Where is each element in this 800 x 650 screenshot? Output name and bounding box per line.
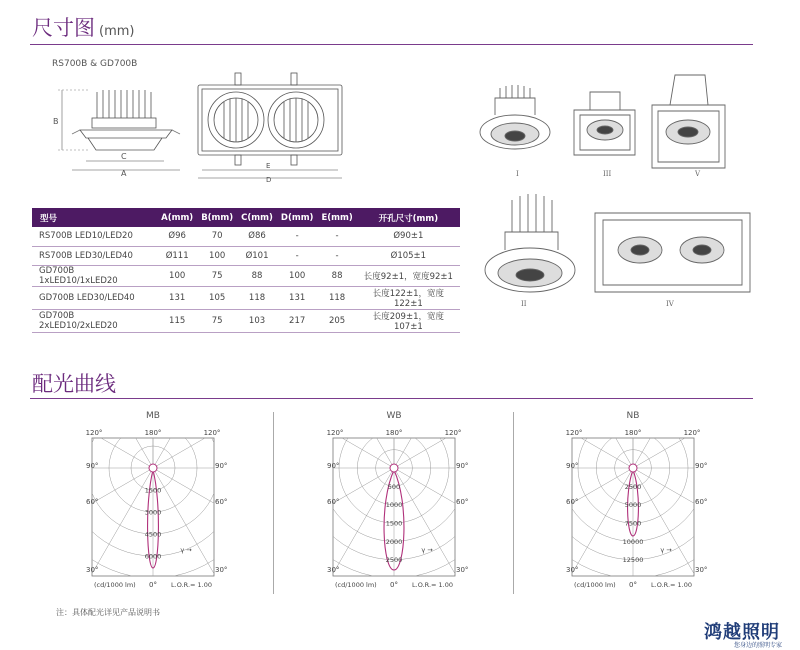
polar-spoke	[394, 468, 477, 611]
table-cell: 100	[277, 266, 318, 287]
angle-label: 30°	[456, 566, 469, 574]
unit-label: (cd/1000 lm)	[335, 581, 377, 589]
table-row	[32, 266, 460, 287]
gamma-label: γ →	[660, 546, 672, 554]
col-header: E(mm)	[317, 208, 356, 227]
table-cell: 105	[197, 287, 237, 310]
angle-label: 60°	[695, 498, 708, 506]
table-cell: GD700B LED30/LED40	[32, 287, 157, 310]
table-cell: GD700B 2xLED10/2xLED20	[32, 310, 157, 333]
angle-label: 90°	[566, 462, 579, 470]
table-cell: 75	[197, 266, 237, 287]
angle-label: 120°	[565, 429, 583, 437]
polar-origin	[629, 464, 637, 472]
angle-label: 60°	[86, 498, 99, 506]
angle-label: 60°	[327, 498, 340, 506]
unit-label: (cd/1000 lm)	[94, 581, 136, 589]
angle-label: 0°	[629, 581, 637, 589]
col-header: B(mm)	[197, 208, 237, 227]
dim-label-e: E	[266, 162, 271, 170]
table-cell: Ø101	[237, 246, 277, 266]
polar-spoke	[312, 325, 395, 468]
lor-label: L.O.R.= 1.00	[171, 581, 212, 589]
ring-label: 3000	[144, 508, 162, 517]
polar-origin	[390, 464, 398, 472]
polar-spoke	[71, 468, 154, 611]
polar-diagram-mb	[84, 424, 228, 592]
table-cell: 115	[157, 310, 197, 333]
table-cell: 长度122±1，宽度122±1	[357, 287, 460, 310]
table-cell: -	[317, 246, 356, 266]
table-cell: 205	[317, 310, 356, 333]
ring-label: 10000	[622, 537, 644, 546]
ring-label: 12500	[622, 556, 644, 565]
section-divider	[30, 44, 753, 45]
angle-label: 90°	[215, 462, 228, 470]
angle-label: 30°	[566, 566, 579, 574]
table-cell: -	[317, 227, 356, 246]
gamma-label: γ →	[421, 546, 433, 554]
section-title-dimensions	[32, 12, 134, 42]
dim-label-d: D	[266, 176, 272, 184]
polar-name-mb: MB	[146, 411, 160, 421]
section-divider	[30, 398, 753, 399]
table-cell: -	[277, 227, 318, 246]
ring-label: 6000	[144, 552, 162, 561]
lor-label: L.O.R.= 1.00	[651, 581, 692, 589]
ring-label: 7500	[624, 519, 642, 528]
table-cell: 70	[197, 227, 237, 246]
table-cell: -	[277, 246, 318, 266]
top-view-drawing	[190, 70, 350, 185]
product-label-2: II	[521, 300, 527, 308]
spec-table	[32, 208, 460, 333]
polar-grid	[0, 303, 318, 633]
product-label-3: III	[603, 170, 612, 178]
table-cell: Ø96	[157, 227, 197, 246]
footnote: 注：具体配光详见产品说明书	[56, 608, 160, 617]
model-label: RS700B & GD700B	[52, 59, 138, 69]
angle-label: 90°	[327, 462, 340, 470]
gamma-label: γ →	[180, 546, 192, 554]
angle-label: 90°	[86, 462, 99, 470]
ring-label: 5000	[624, 501, 642, 510]
polar-spoke	[153, 468, 236, 611]
table-cell: 100	[157, 266, 197, 287]
brand-slogan: 您身边的照明专家	[734, 642, 783, 649]
section-title-unit: (mm)	[99, 24, 135, 39]
table-cell: 118	[237, 287, 277, 310]
table-cell: RS700B LED10/LED20	[32, 227, 157, 246]
table-cell: 88	[317, 266, 356, 287]
table-cell: 103	[237, 310, 277, 333]
dim-label-c: C	[121, 152, 127, 161]
table-cell: Ø86	[237, 227, 277, 246]
angle-label: 120°	[444, 429, 462, 437]
table-cell: 131	[157, 287, 197, 310]
col-header: C(mm)	[237, 208, 277, 227]
ring-label: 2500	[624, 482, 642, 491]
ring-label: 1500	[144, 486, 162, 495]
polar-spoke	[10, 468, 153, 551]
angle-label: 120°	[683, 429, 701, 437]
ring-label: 1000	[385, 501, 403, 510]
table-cell: 118	[317, 287, 356, 310]
angle-label: 60°	[566, 498, 579, 506]
col-header: 开孔尺寸(mm)	[357, 208, 460, 227]
table-cell: 长度92±1，宽度92±1	[357, 266, 460, 287]
product-label-4: IV	[666, 300, 674, 308]
angle-label: 90°	[695, 462, 708, 470]
angle-label: 30°	[86, 566, 99, 574]
angle-label: 0°	[390, 581, 398, 589]
table-cell: Ø111	[157, 246, 197, 266]
angle-label: 0°	[149, 581, 157, 589]
polar-spoke	[551, 325, 634, 468]
angle-label: 90°	[456, 462, 469, 470]
polar-diagram-wb	[325, 424, 469, 592]
polar-spoke	[153, 468, 296, 551]
col-header: D(mm)	[277, 208, 318, 227]
column-divider	[513, 412, 514, 594]
angle-label: 120°	[203, 429, 221, 437]
column-divider	[273, 412, 274, 594]
table-cell: GD700B 1xLED10/1xLED20	[32, 266, 157, 287]
table-cell: RS700B LED30/LED40	[32, 246, 157, 266]
section-title-light-distribution: 配光曲线	[32, 372, 116, 396]
polar-spoke	[633, 468, 716, 611]
table-cell: 88	[237, 266, 277, 287]
lor-label: L.O.R.= 1.00	[412, 581, 453, 589]
polar-spoke	[633, 325, 716, 468]
ring-label: 2500	[385, 556, 403, 565]
table-cell: Ø90±1	[357, 227, 460, 246]
polar-spoke	[394, 325, 477, 468]
dim-label-a: A	[121, 169, 127, 178]
polar-spoke	[312, 468, 395, 611]
table-cell: 100	[197, 246, 237, 266]
polar-name-wb: WB	[386, 411, 402, 421]
table-row	[32, 246, 460, 266]
table-cell: Ø105±1	[357, 246, 460, 266]
col-header: A(mm)	[157, 208, 197, 227]
polar-diagram-nb	[564, 424, 708, 592]
table-cell: 131	[277, 287, 318, 310]
table-cell: 75	[197, 310, 237, 333]
table-row	[32, 310, 460, 333]
section-title-text: 尺寸图	[32, 16, 95, 40]
angle-label: 30°	[215, 566, 228, 574]
angle-label: 30°	[695, 566, 708, 574]
angle-label: 180°	[385, 429, 403, 437]
unit-label: (cd/1000 lm)	[574, 581, 616, 589]
angle-label: 120°	[85, 429, 103, 437]
ring-label: 2000	[385, 537, 403, 546]
product-label-1: I	[516, 170, 519, 178]
table-cell: 长度209±1，宽度107±1	[357, 310, 460, 333]
angle-label: 180°	[624, 429, 642, 437]
table-header-row	[32, 208, 460, 227]
angle-label: 60°	[215, 498, 228, 506]
table-row	[32, 227, 460, 246]
table-cell: 217	[277, 310, 318, 333]
col-header: 型号	[32, 208, 157, 227]
side-view-drawing	[50, 78, 200, 178]
product-illustrations	[470, 70, 760, 310]
polar-spoke	[153, 325, 236, 468]
brand-logo: 鸿越照明	[704, 622, 780, 643]
product-label-5: V	[695, 170, 701, 178]
polar-spoke	[551, 468, 634, 611]
angle-label: 120°	[326, 429, 344, 437]
angle-label: 30°	[327, 566, 340, 574]
ring-label: 4500	[144, 530, 162, 539]
ring-label: 1500	[385, 519, 403, 528]
table-row	[32, 287, 460, 310]
angle-label: 180°	[144, 429, 162, 437]
dim-label-b: B	[53, 117, 59, 126]
polar-origin	[149, 464, 157, 472]
polar-name-nb: NB	[626, 411, 640, 421]
ring-label: 500	[387, 482, 401, 491]
angle-label: 60°	[456, 498, 469, 506]
